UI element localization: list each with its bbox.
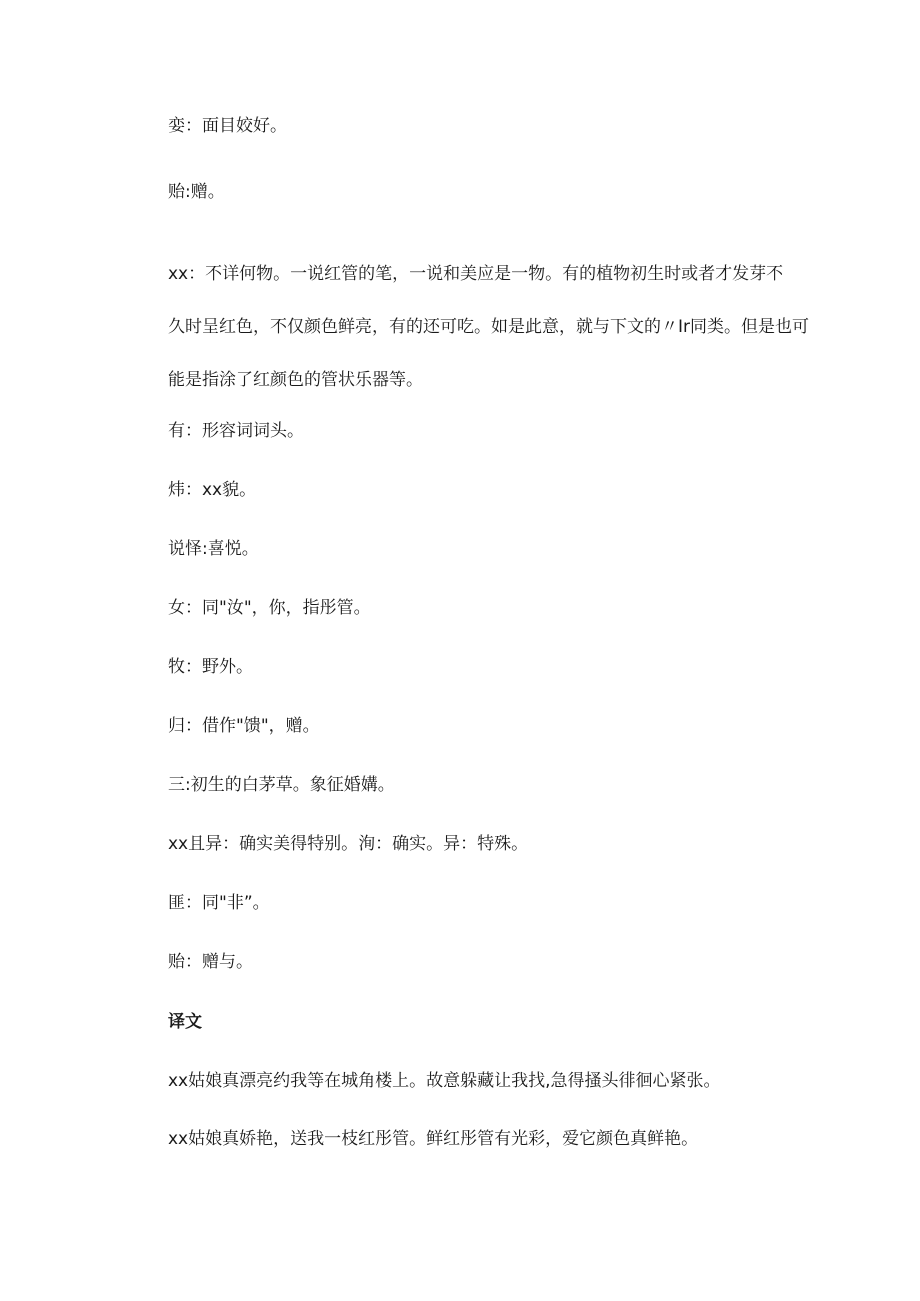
note-yi2: 贻：赠与。	[168, 952, 253, 972]
note-nv: 女：同"汝"，你，指彤管。	[168, 598, 371, 618]
note-you: 有：形容词词头。	[168, 421, 304, 441]
note-san: 三:初生的白茅草。象征婚媾。	[168, 775, 395, 795]
translation-heading: 译文	[168, 1012, 202, 1032]
note-xx-line-1: xx：不详何物。一说红管的笔，一说和美应是一物。有的植物初生时或者才发芽不	[168, 264, 784, 284]
note-xunyi: xx且异：确实美得特别。洵：确实。异：特殊。	[168, 834, 529, 854]
note-yi: 贻:赠。	[168, 182, 225, 202]
translation-line-2: xx姑娘真娇艳，送我一枝红彤管。鲜红彤管有光彩，爱它颜色真鲜艳。	[168, 1129, 699, 1149]
note-xx-line-2: 久时呈红色，不仅颜色鲜亮，有的还可吃。如是此意，就与下文的〃Ir同类。但是也可	[168, 317, 810, 337]
translation-line-1: xx姑娘真漂亮约我等在城角楼上。故意躲藏让我找,急得搔头徘徊心紧张。	[168, 1071, 721, 1091]
note-wei: 炜：xx貌。	[168, 480, 257, 500]
note-yueyi: 说怿:喜悦。	[168, 539, 259, 559]
note-xx-paragraph	[168, 262, 810, 392]
note-luan: 娈：面目姣好。	[168, 116, 287, 136]
note-mu: 牧：野外。	[168, 657, 253, 677]
note-xx-line-3: 能是指涂了红颜色的管状乐器等。	[168, 370, 423, 390]
note-gui: 归：借作"馈"，赠。	[168, 716, 320, 736]
note-fei: 匪：同"非”。	[168, 893, 270, 913]
